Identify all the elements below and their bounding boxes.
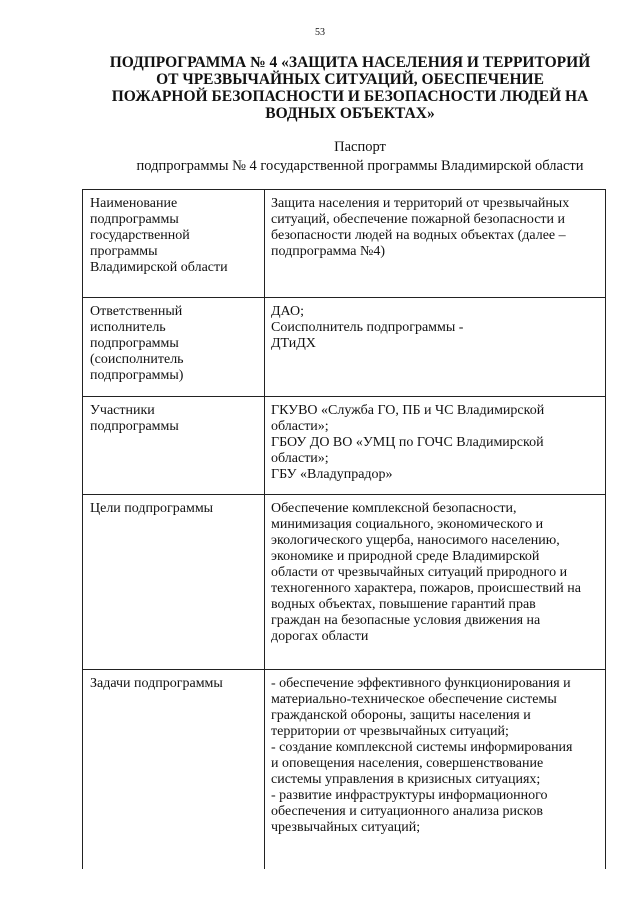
row-value: - обеспечение эффективного функционирования и материально-техническое обеспечение системы гражданской обороны, защиты населения и территории от чрезвычайных ситуаций; - создание комплексной системы информирования и оповещения населения, совершенствование системы управления в кризисных ситуациях; - развитие инфраструктуры информационного обеспечения и ситуационного анализа рисков чрезвычайных ситуаций; (265, 670, 606, 870)
heading-line: ОТ ЧРЕЗВЫЧАЙНЫХ СИТУАЦИЙ, ОБЕСПЕЧЕНИЕ (156, 71, 544, 88)
subprogram-heading (100, 54, 600, 122)
passport-table (82, 189, 606, 869)
heading-line: ПОЖАРНОЙ БЕЗОПАСНОСТИ И БЕЗОПАСНОСТИ ЛЮДЕЙ НА (111, 88, 589, 105)
table-row-participants (83, 397, 606, 495)
row-label: Задачи подпрограммы (83, 670, 265, 870)
row-value: Обеспечение комплексной безопасности, минимизация социального, экономического и экологического ущерба, наносимого населению, экономике и природной среде Владимирской области от чрезвычайных ситуаций природного и техногенного характера, пожаров, происшествий на водных объектах, повышение гарантий прав граждан на безопасные условия движения на дорогах области (265, 495, 606, 670)
table-row-goals (83, 495, 606, 670)
row-value: Защита населения и территорий от чрезвычайных ситуаций, обеспечение пожарной безопасности и безопасности людей на водных объектах (далее – подпрограмма №4) (265, 190, 606, 298)
row-value: ГКУВО «Служба ГО, ПБ и ЧС Владимирской области»; ГБОУ ДО ВО «УМЦ по ГОЧС Владимирской области»; ГБУ «Владупрадор» (265, 397, 606, 495)
table-row-tasks (83, 670, 606, 870)
passport-subtitle: подпрограммы № 4 государственной программы Владимирской области (136, 158, 584, 174)
row-value: ДАО; Соисполнитель подпрограммы - ДТиДХ (265, 298, 606, 397)
row-label: Ответственный исполнитель подпрограммы (соисполнитель подпрограммы) (83, 298, 265, 397)
table-row-responsible (83, 298, 606, 397)
row-label: Наименование подпрограммы государственной программы Владимирской области (83, 190, 265, 298)
page-number: 53 (315, 27, 325, 38)
table-row-name (83, 190, 606, 298)
row-label: Участники подпрограммы (83, 397, 265, 495)
heading-line: ПОДПРОГРАММА № 4 «ЗАЩИТА НАСЕЛЕНИЯ И ТЕРРИТОРИЙ (109, 54, 591, 71)
row-label: Цели подпрограммы (83, 495, 265, 670)
heading-line: ВОДНЫХ ОБЪЕКТАХ» (265, 105, 435, 122)
passport-title: Паспорт (334, 139, 386, 155)
